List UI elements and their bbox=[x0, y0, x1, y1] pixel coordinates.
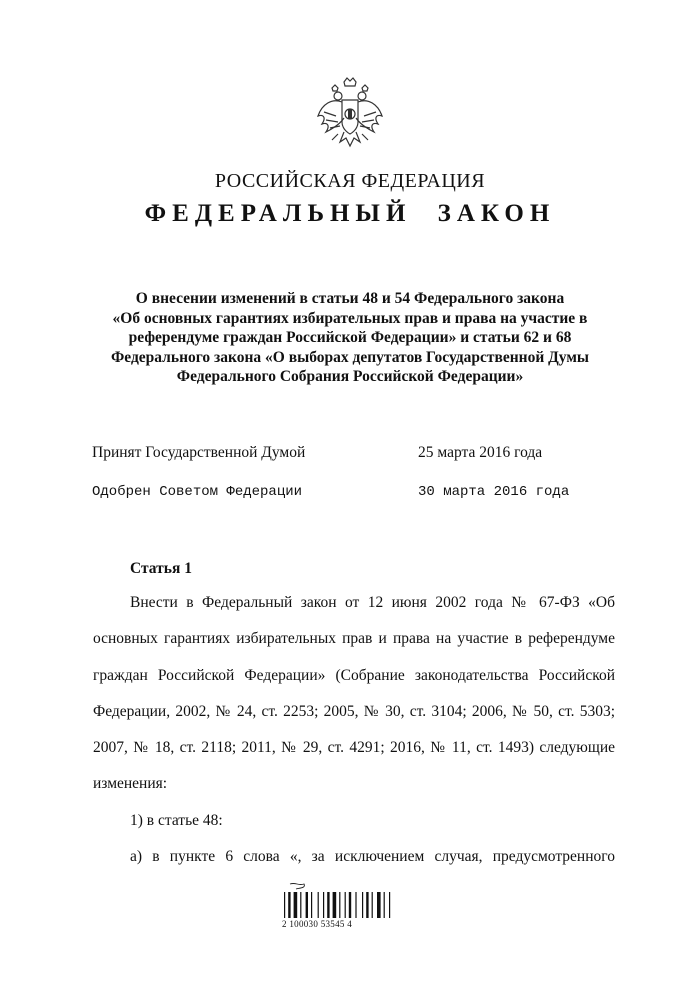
barcode-bar bbox=[366, 892, 368, 918]
article-paragraph-line: 1) в статье 48: bbox=[130, 811, 223, 829]
barcode-bar bbox=[333, 892, 337, 918]
article-paragraph-line: основных гарантиях избирательных прав и права на участие в референдуме bbox=[93, 630, 615, 648]
adopted-date: 25 марта 2016 года bbox=[418, 444, 543, 461]
document-type: ФЕДЕРАЛЬНЫЙ ЗАКОН bbox=[144, 200, 556, 227]
barcode-bar bbox=[327, 892, 329, 918]
article-body bbox=[93, 591, 615, 881]
barcode-bar bbox=[300, 892, 301, 918]
barcode-bar bbox=[372, 892, 373, 918]
barcode-bar bbox=[284, 892, 285, 918]
law-title-line: О внесении изменений в статьи 48 и 54 Федерального закона bbox=[135, 290, 565, 307]
law-title-line: референдуме граждан Российской Федерации» и статьи 62 и 68 bbox=[128, 329, 572, 346]
approved-date: 30 марта 2016 года bbox=[418, 484, 570, 500]
state-name: РОССИЙСКАЯ ФЕДЕРАЦИЯ bbox=[214, 170, 486, 192]
barcode-bar bbox=[339, 892, 340, 918]
law-title-line: «Об основных гарантиях избирательных прав и права на участие в bbox=[112, 309, 588, 327]
barcode-bar bbox=[349, 892, 351, 918]
article-paragraph-line: Внести в Федеральный закон от 12 июня 2002 года № 67-ФЗ «Об bbox=[130, 594, 615, 611]
barcode-bar bbox=[294, 892, 298, 918]
article-paragraph-line: а) в пункте 6 слова «, за исключением случая, предусмотренного bbox=[130, 848, 615, 866]
barcode-bar bbox=[362, 892, 363, 918]
law-title-line: Федерального закона «О выборах депутатов Государственной Думы bbox=[110, 348, 590, 366]
law-title-line: Федерального Собрания Российской Федерации» bbox=[176, 368, 524, 385]
article-paragraph-line: 2007, № 18, ст. 2118; 2011, № 29, ст. 4291; 2016, № 11, ст. 1493) следующие bbox=[93, 739, 615, 757]
barcode-bar bbox=[323, 892, 324, 918]
barcode-bar bbox=[355, 892, 356, 918]
barcode-bar bbox=[377, 892, 381, 918]
russian-coat-of-arms-icon bbox=[314, 76, 386, 152]
adopted-label: Принят Государственной Думой bbox=[92, 444, 306, 461]
barcode-bar bbox=[384, 892, 385, 918]
barcode-bar bbox=[389, 892, 390, 918]
barcode-bar bbox=[318, 892, 319, 918]
approved-label: Одобрен Советом Федерации bbox=[92, 484, 303, 500]
article-paragraph-line: Федерации, 2002, № 24, ст. 2253; 2005, № 30, ст. 3104; 2006, № 50, ст. 5303; bbox=[93, 702, 615, 720]
article-heading: Статья 1 bbox=[130, 560, 192, 577]
barcode-digits: 2 100030 53545 4 bbox=[282, 919, 353, 929]
law-title bbox=[100, 289, 600, 387]
barcode-bar bbox=[345, 892, 346, 918]
article-paragraph-line: граждан Российской Федерации» (Собрание законодательства Российской bbox=[93, 666, 615, 684]
barcode-bar bbox=[288, 892, 290, 918]
barcode-bar bbox=[306, 892, 308, 918]
article-paragraph-line: изменения: bbox=[93, 775, 168, 793]
barcode-bar bbox=[311, 892, 312, 918]
